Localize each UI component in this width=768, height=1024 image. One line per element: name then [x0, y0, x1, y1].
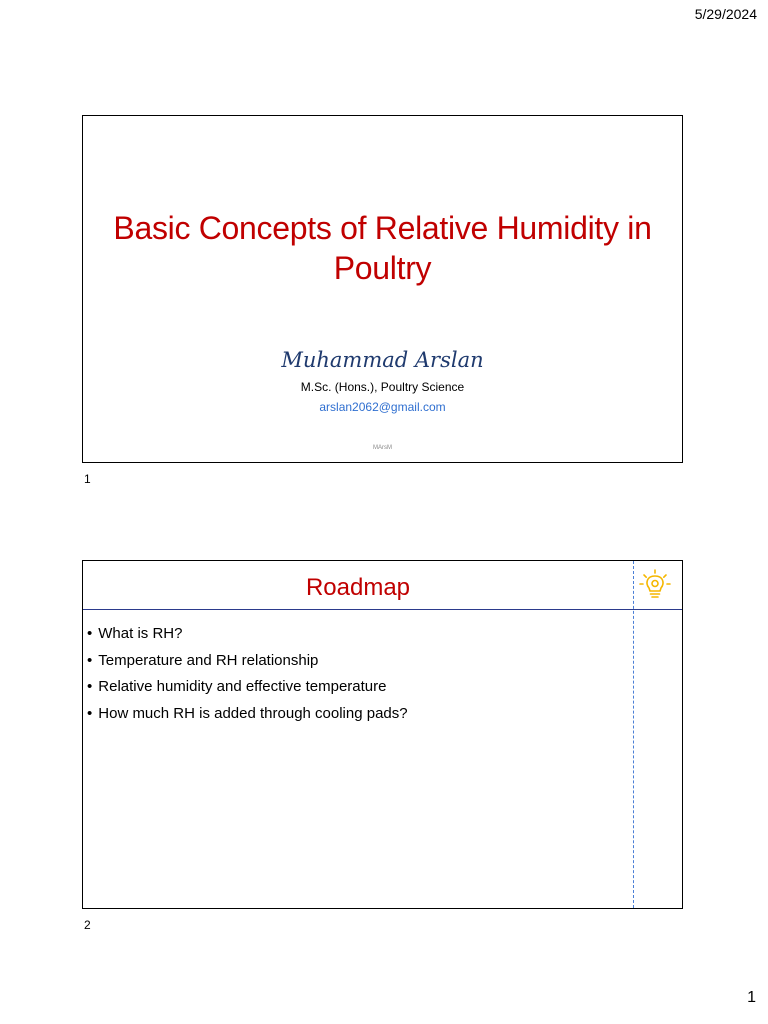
- page-number: 1: [747, 989, 756, 1006]
- list-item: • Temperature and RH relationship: [87, 648, 408, 675]
- print-date: 5/29/2024: [694, 6, 757, 22]
- author-degree: M.Sc. (Hons.), Poultry Science: [300, 380, 465, 394]
- list-item: • How much RH is added through cooling pads?: [87, 701, 408, 728]
- side-divider: [633, 561, 634, 908]
- author-email: arslan2062@gmail.com: [319, 400, 446, 414]
- slide-number-2: 2: [84, 918, 91, 932]
- author-name: Muhammad Arslan: [281, 348, 484, 372]
- slide-2: [82, 560, 683, 909]
- slide-title: Roadmap: [305, 574, 411, 601]
- list-item: • What is RH?: [87, 621, 408, 648]
- slide-number-1: 1: [84, 472, 91, 486]
- lightbulb-gear-icon: [639, 569, 671, 601]
- slide-1: [82, 115, 683, 463]
- list-item: • Relative humidity and effective temperature: [87, 674, 408, 701]
- slide-title: Basic Concepts of Relative Humidity in Poultry: [113, 210, 652, 286]
- title-divider: [83, 609, 682, 610]
- bullet-list: [87, 621, 408, 727]
- slide-footer: MArsM: [373, 445, 392, 451]
